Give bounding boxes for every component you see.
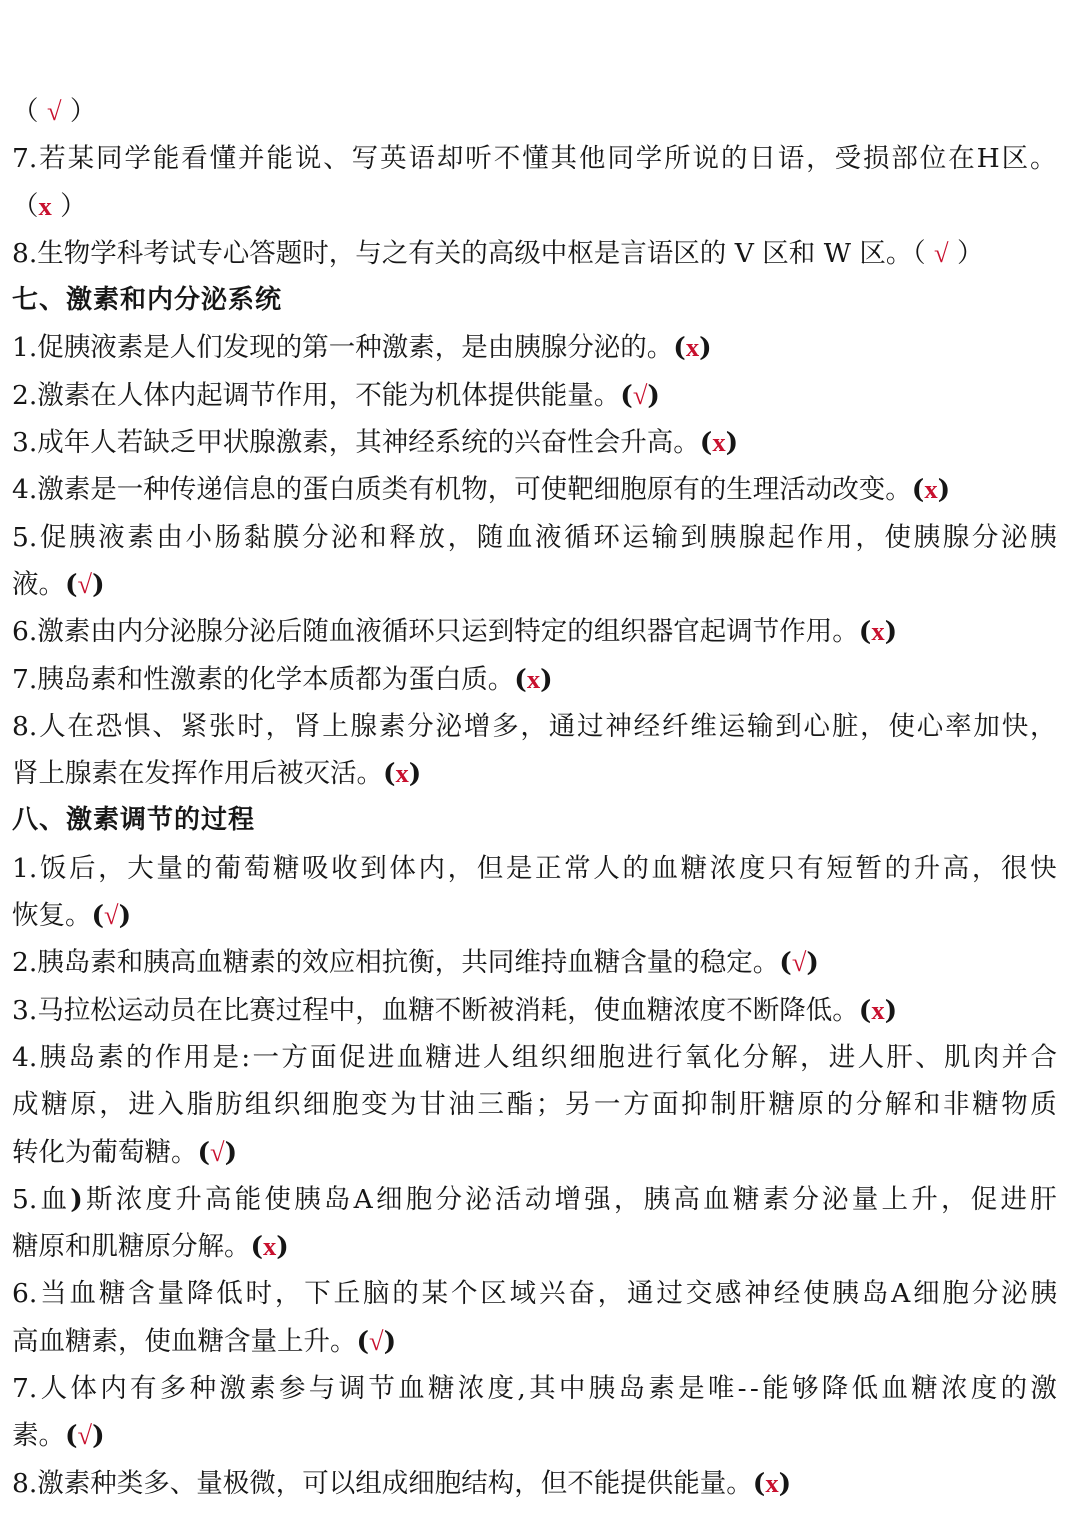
text-line: 8.生物学科考试专心答题时，与之有关的高级中枢是言语区的 V 区和 W 区。（ √ ） [12, 237, 984, 269]
wrong-mark-icon: x [395, 758, 409, 789]
wrong-mark-icon: x [685, 332, 700, 363]
wrong-mark-icon: x [263, 1231, 277, 1262]
wrong-mark-icon: x [38, 190, 52, 221]
check-mark-icon: √ [104, 900, 119, 931]
text-line: 8. 人 在 恐 惧 、 紧 张 时 ， 肾 上 腺 素 分 泌 增 多 ， 通 过 神 经 纤 维 运 输 到 心 脏 ， 使 心 率 加 快 ， [12, 710, 1057, 742]
check-mark-icon: √ [934, 237, 949, 268]
check-mark-icon: √ [77, 1420, 93, 1451]
text-line: 3.马拉松运动员在比赛过程中，血糖不断被消耗，使血糖浓度不断降低。(x) [12, 994, 898, 1026]
text-line: 肾上腺素在发挥作用后被灭活。(x) [12, 758, 422, 790]
check-mark-icon: √ [46, 96, 62, 126]
text-line: 高血糖素，使血糖含量上升。(√) [12, 1325, 397, 1357]
text-line: （x ） [12, 190, 87, 222]
text-line: 6. 当 血 糖 含 量 降 低 时 ， 下 丘 脑 的 某 个 区 域 兴 奋 ， 通 过 交 感 神 经 使 胰 岛 A 细 胞 分 泌 胰 [12, 1278, 1057, 1310]
text-line: 恢复。(√) [12, 900, 132, 932]
text-line: 素。(√) [12, 1420, 105, 1452]
text-line: 1. 饭 后 ， 大 量 的 葡 萄 糖 吸 收 到 体 内 ， 但 是 正 常 人 的 血 糖 浓 度 只 有 短 暂 的 升 高 ， 很 快 [12, 852, 1057, 884]
section-heading: 八、激素调节的过程 [12, 805, 256, 836]
wrong-mark-icon: x [712, 427, 726, 458]
text-line: 8.激素种类多、量极微，可以组成细胞结构，但不能提供能量。(x) [12, 1467, 792, 1499]
wrong-mark-icon: x [526, 663, 541, 694]
text-line: 5. 血 ) 斯 浓 度 升 高 能 使 胰 岛 A 细 胞 分 泌 活 动 增 强 ， 胰 高 血 糖 素 分 泌 量 上 升 ， 促 进 肝 [12, 1183, 1057, 1215]
wrong-mark-icon: x [924, 474, 938, 505]
text-line: 1.促胰液素是人们发现的第一种激素，是由胰腺分泌的。(x) [12, 332, 712, 364]
text-line: 4.激素是一种传递信息的蛋白质类有机物，可使靶细胞原有的生理活动改变。(x) [12, 474, 951, 506]
text-line: 6.激素由内分泌腺分泌后随血液循环只运到特定的组织器官起调节作用。(x) [12, 616, 898, 648]
text-line: 液。(√) [12, 568, 105, 600]
check-mark-icon: √ [632, 379, 648, 410]
text-line: 转化为葡萄糖。(√) [12, 1136, 238, 1168]
wrong-mark-icon: x [871, 994, 885, 1025]
wrong-mark-icon: x [871, 616, 885, 647]
check-mark-icon: √ [210, 1136, 225, 1167]
section-heading: 七、激素和内分泌系统 [12, 285, 283, 316]
text-line: 3.成年人若缺乏甲状腺激素，其神经系统的兴奋性会升高。(x) [12, 427, 739, 459]
text-line: （ √ ） [12, 96, 97, 127]
text-line: 5. 促 胰 液 素 由 小 肠 黏 膜 分 泌 和 释 放 ， 随 血 液 循 环 运 输 到 胰 腺 起 作 用 ， 使 胰 腺 分 泌 胰 [12, 521, 1057, 553]
text-line: 7.胰岛素和性激素的化学本质都为蛋白质。(x) [12, 663, 553, 695]
text-line: 2.激素在人体内起调节作用，不能为机体提供能量。(√) [12, 379, 660, 411]
text-line: 成 糖 原 ， 进 入 脂 肪 组 织 细 胞 变 为 甘 油 三 酯 ； 另 一 方 面 抑 制 肝 糖 原 的 分 解 和 非 糖 物 质 [12, 1089, 1057, 1121]
check-mark-icon: √ [77, 568, 93, 599]
text-line: 7. 若 某 同 学 能 看 懂 并 能 说 、 写 英 语 却 听 不 懂 其 他 同 学 所 说 的 日 语 ， 受 损 部 位 在 H 区 。 [12, 143, 1057, 175]
text-line: 7. 人 体 内 有 多 种 激 素 参 与 调 节 血 糖 浓 度 , 其 中 胰 岛 素 是 唯 - - 能 够 降 低 血 糖 浓 度 的 激 [12, 1373, 1057, 1405]
wrong-mark-icon: x [765, 1467, 779, 1498]
document-page [12, 88, 1057, 1507]
check-mark-icon: √ [369, 1325, 384, 1356]
text-line: 糖原和肌糖原分解。(x) [12, 1231, 289, 1263]
text-line: 2.胰岛素和胰高血糖素的效应相抗衡，共同维持血糖含量的稳定。(√) [12, 947, 819, 979]
check-mark-icon: √ [791, 947, 807, 978]
text-line: 4. 胰 岛 素 的 作 用 是 : 一 方 面 促 进 血 糖 进 人 组 织 细 胞 进 行 氧 化 分 解 ， 进 人 肝 、 肌 肉 并 合 [12, 1041, 1057, 1073]
